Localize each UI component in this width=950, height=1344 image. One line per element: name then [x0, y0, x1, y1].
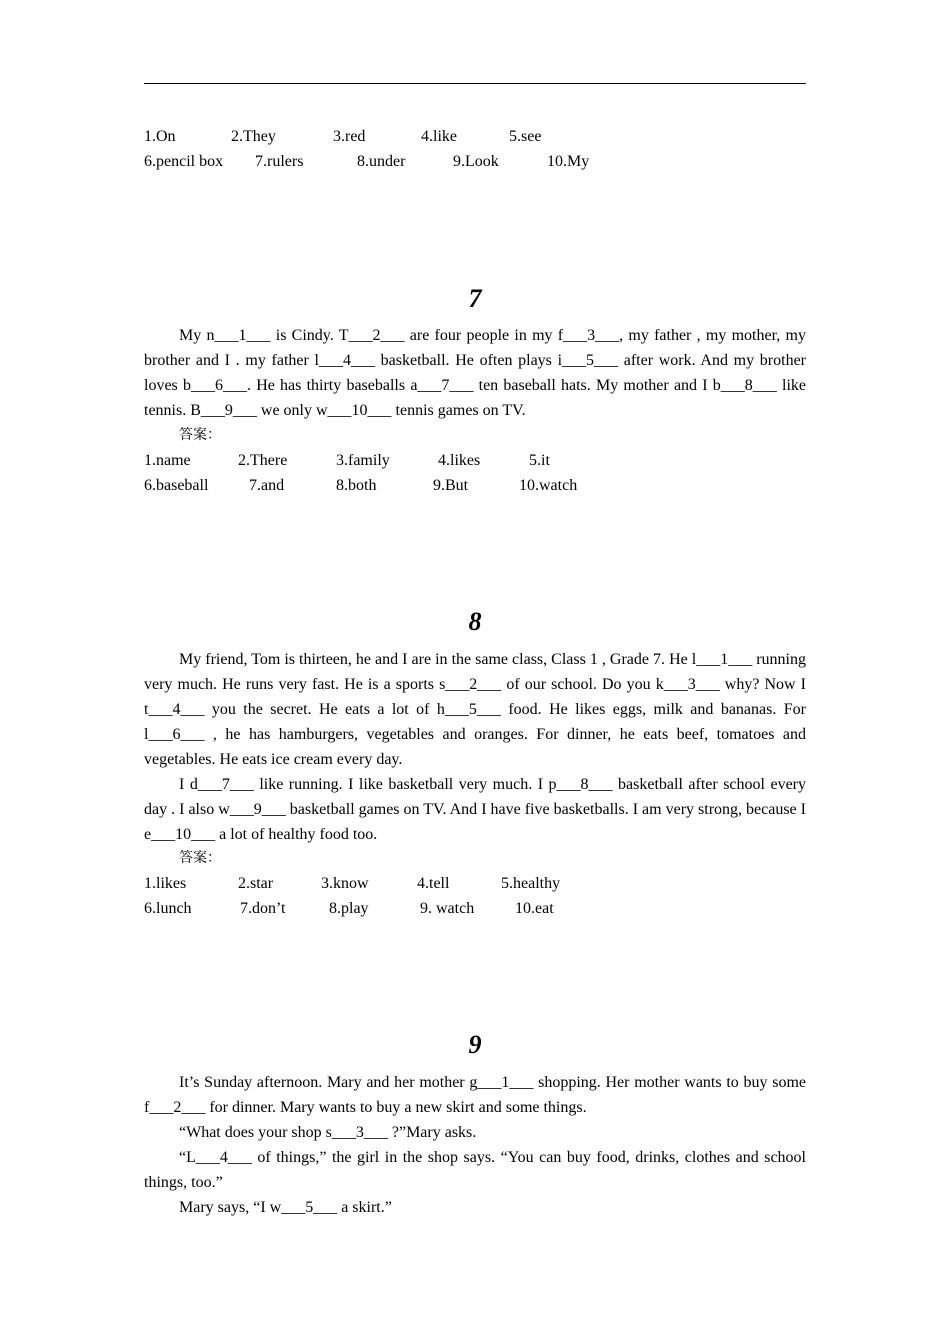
answer-item: 8.play [329, 900, 369, 917]
answer-item: 9. watch [420, 900, 475, 917]
section-8-heading: 8 [468, 607, 482, 636]
answer-item: 1.name [144, 452, 191, 469]
answer-item: 10.watch [519, 477, 578, 494]
answer-item: 6.lunch [144, 900, 192, 917]
section-9-heading: 9 [468, 1030, 482, 1059]
answer-item: 3.family [336, 452, 390, 469]
header-divider [144, 83, 806, 84]
answer-label: 答案： [179, 850, 221, 866]
answer-item: 4.like [421, 128, 457, 145]
answer-item: 1.likes [144, 875, 187, 892]
answer-item: 2.They [231, 128, 276, 145]
answer-item: 9.Look [453, 153, 499, 170]
answer-label: 答案： [179, 427, 221, 443]
section-9-passage-2: “What does your shop s___3___ ?”Mary asks. [179, 1124, 477, 1141]
answer-item: 5.it [529, 452, 550, 469]
section-8-passage-1: My friend, Tom is thirteen, he and I are in the same class, Class 1 , Grade 7. He l___1___ running very much. He runs very fast. He is a sports s___2___ of our school. Do you k___3___ why? Now I t___4___ you the secret. He eats a lot of h___5___ food. He likes eggs, milk and bananas. For l___6___ , he has hamburgers, vegetables and oranges. For dinner, he eats beef, tomatoes and vegetables. He eats ice cream every day. [144, 651, 806, 768]
answer-item: 6.baseball [144, 477, 209, 494]
answer-item: 6.pencil box [144, 153, 224, 170]
answer-item: 10.My [547, 153, 590, 170]
answer-item: 4.likes [438, 452, 481, 469]
section-8-passage-2: I d___7___ like running. I like basketball very much. I p___8___ basketball after school every day . I also w___9___ basketball games on TV. And I have five basketballs. I am very strong, because I e___10___ a lot of healthy food too. [144, 776, 806, 843]
answer-item: 8.both [336, 477, 377, 494]
answer-item: 2.star [238, 875, 274, 892]
section-9-passage-1: It’s Sunday afternoon. Mary and her mother g___1___ shopping. Her mother wants to buy some f___2___ for dinner. Mary wants to buy a new skirt and some things. [144, 1074, 806, 1116]
section-9-passage-3: “L___4___ of things,” the girl in the shop says. “You can buy food, drinks, clothes and school things, too.” [144, 1149, 806, 1191]
answer-item: 3.red [333, 128, 366, 145]
answer-item: 9.But [433, 477, 469, 494]
section-7-passage: My n___1___ is Cindy. T___2___ are four people in my f___3___, my father , my mother, my brother and I . my father l___4___ basketball. He often plays i___5___ after work. And my brother loves b___6___. He has thirty baseballs a___7___ ten baseball hats. My mother and I b___8___ like tennis. B___9___ we only w___10___ tennis games on TV. [144, 327, 806, 419]
answer-item: 7.rulers [255, 153, 304, 170]
answer-item: 5.healthy [501, 875, 561, 892]
answer-item: 2.There [238, 452, 288, 469]
answer-item: 7.and [249, 477, 285, 494]
answer-item: 10.eat [515, 900, 554, 917]
section-7-heading: 7 [468, 284, 482, 313]
answer-item: 4.tell [417, 875, 450, 892]
answer-item: 1.On [144, 128, 176, 145]
answer-item: 5.see [509, 128, 542, 145]
answer-item: 3.know [321, 875, 369, 892]
answer-item: 7.don’t [240, 900, 286, 917]
answer-item: 8.under [357, 153, 406, 170]
section-9-passage-4: Mary says, “I w___5___ a skirt.” [179, 1199, 392, 1216]
